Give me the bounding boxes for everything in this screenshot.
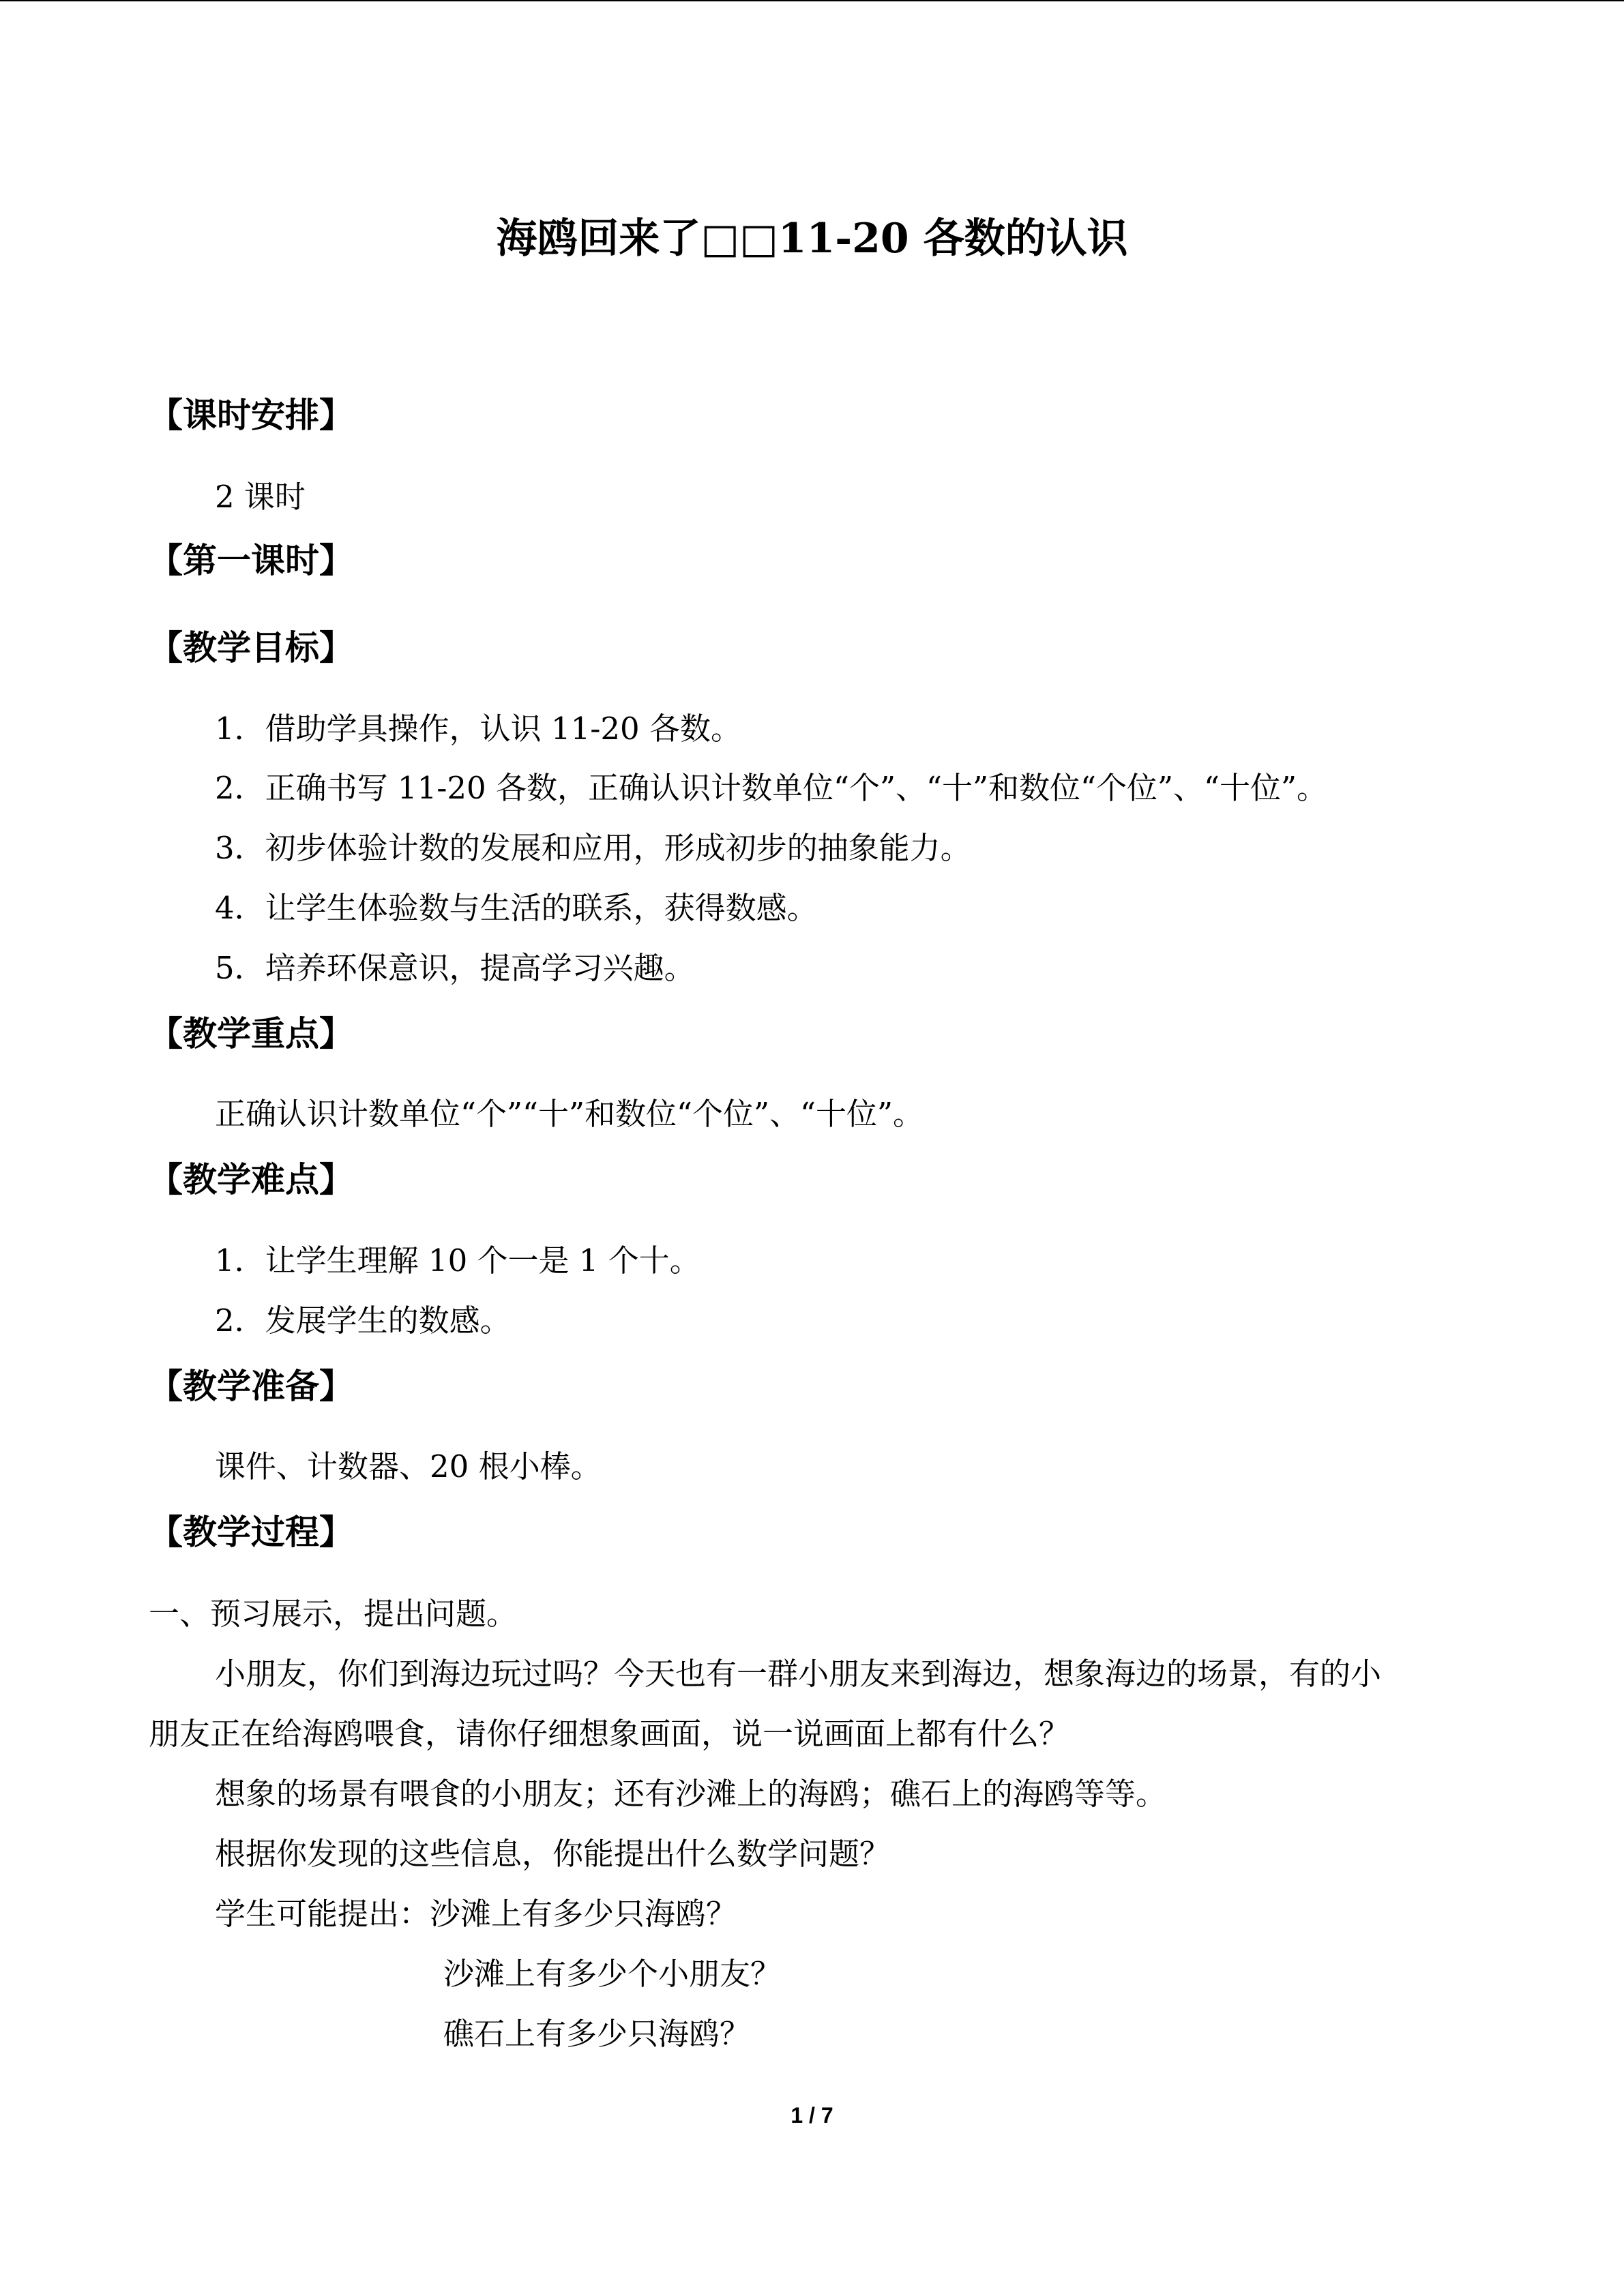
process-paragraph-3: 根据你发现的这些信息，你能提出什么数学问题？ (215, 1836, 891, 1872)
objective-item-5: 5．培养环保意识，提高学习兴趣。 (215, 950, 695, 986)
heading-key-points: 【教学重点】 (149, 1013, 353, 1054)
process-step-1: 一、预习展示，提出问题。 (149, 1596, 518, 1632)
objective-item-4: 4．让学生体验数与生活的联系，获得数感。 (215, 890, 818, 926)
page-number: 1 / 7 (791, 2103, 833, 2128)
difficulty-item-1: 1．让学生理解 10 个一是 1 个十。 (215, 1242, 700, 1279)
process-paragraph-1-line-1: 小朋友，你们到海边玩过吗？今天也有一群小朋友来到海边，想象海边的场景，有的小 (215, 1656, 1382, 1692)
objective-item-3: 3．初步体验计数的发展和应用，形成初步的抽象能力。 (215, 830, 971, 866)
student-question-1: 学生可能提出：沙滩上有多少只海鸥？ (215, 1896, 737, 1932)
difficulty-item-2: 2．发展学生的数感。 (215, 1302, 511, 1339)
process-paragraph-2: 想象的场景有喂食的小朋友；还有沙滩上的海鸥；礁石上的海鸥等等。 (215, 1776, 1167, 1812)
heading-first-lesson: 【第一课时】 (149, 540, 353, 580)
process-paragraph-1-line-2: 朋友正在给海鸥喂食，请你仔细想象画面，说一说画面上都有什么？ (149, 1716, 1070, 1752)
schedule-content: 2 课时 (215, 479, 306, 515)
heading-process: 【教学过程】 (149, 1512, 353, 1552)
objective-item-1: 1．借助学具操作，认识 11-20 各数。 (215, 711, 741, 747)
student-question-2: 沙滩上有多少个小朋友？ (443, 1956, 782, 1992)
student-question-3: 礁石上有多少只海鸥？ (443, 2016, 751, 2052)
objective-item-2: 2．正确书写 11-20 各数，正确认识计数单位“个”、“十”和数位“个位”、“十位”。 (215, 770, 1328, 806)
document-title: 海鸥回来了□□11-20 各数的认识 (496, 215, 1128, 263)
preparation-content: 课件、计数器、20 根小棒。 (215, 1448, 602, 1485)
heading-schedule: 【课时安排】 (149, 395, 353, 435)
heading-difficulties: 【教学难点】 (149, 1159, 353, 1199)
heading-objectives: 【教学目标】 (149, 627, 353, 668)
key-points-content: 正确认识计数单位“个”“十”和数位“个位”、“十位”。 (215, 1096, 924, 1132)
heading-preparation: 【教学准备】 (149, 1366, 353, 1406)
